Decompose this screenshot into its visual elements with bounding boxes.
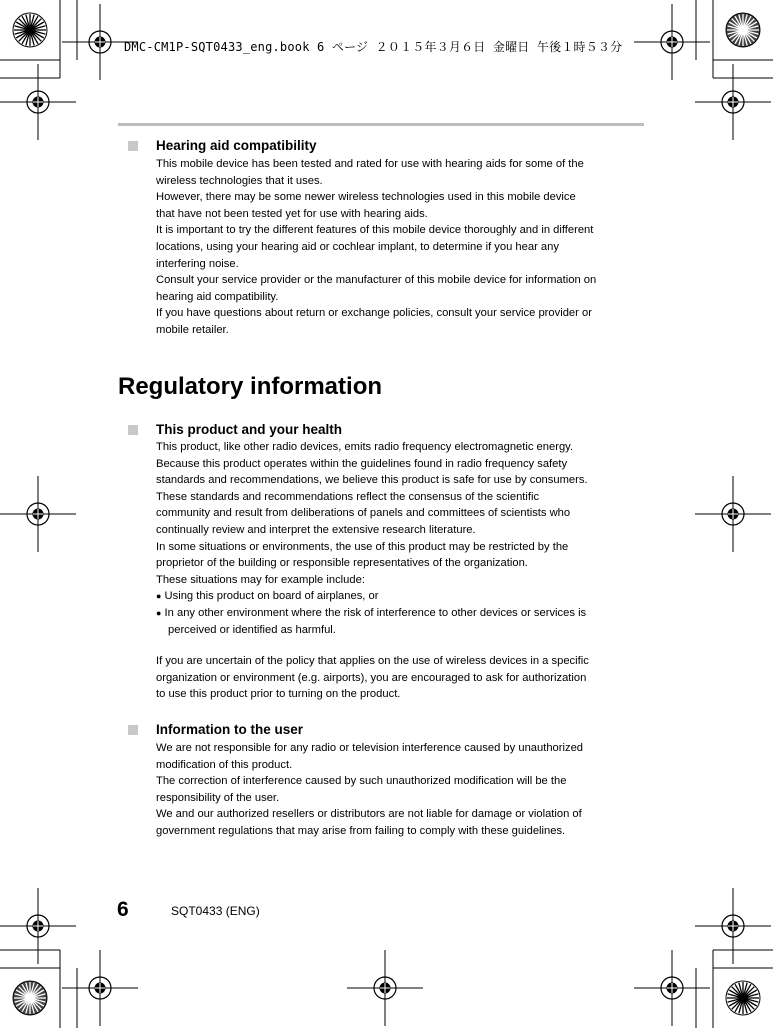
page-title: Regulatory information [118, 373, 383, 400]
registration-target-icon [634, 4, 710, 80]
registration-target-icon [0, 888, 76, 964]
registration-target-icon [62, 4, 138, 80]
sunburst-mark-br [726, 981, 760, 1015]
health-body: This product, like other radio devices, emits radio frequency electromagnetic energy. Because this product operates within the guidelines found in radio frequency safety standards and recommendations, we believe this product is safe for use by consumers. These standards and recommendations reflect the consensus of the scientific community and result from deliberations of panels and committees of scientists who continually review and interpret the extensive research literature. In some situations or environments, the use of this product may be restricted by the proprietor of the building or responsible representatives of the organization. These situations may for example include: ● Using this product on board of airplanes, or ● In any other environment where the risk of interference to other devices or services is perceived or identified as harmful. [156, 441, 588, 636]
user-info-body: We are not responsible for any radio or television interference caused by unauthorized modification of this product. The correction of interference caused by such unauthorized modification will be the responsibility of the user. We and our authorized resellers or distributors are not liable for damage or violation of government regulations that may arise from failing to comply with these guidelines. [156, 742, 584, 837]
sunburst-mark-tl [13, 13, 47, 47]
registration-target-icon [695, 64, 771, 140]
print-header: DMC-CM1P-SQT0433_eng.book 6 ページ ２０１５年３月６日 金曜日 午後１時５３分 [124, 40, 623, 54]
hearing-body: This mobile device has been tested and rated for use with hearing aids for some of the wireless technologies that it uses. However, there may be some newer wireless technologies used in this mobile device that have not been tested yet for use with hearing aids. It is important to try the different features of this mobile device thoroughly and in different locations, using your hearing aid or cochlear implant, to determine if you hear any interfering noise. Consult your service provider or the manufacturer of this mobile device for information on hearing aid compatibility. If you have questions about return or exchange policies, consult your service provider or mobile retailer. [156, 158, 597, 336]
registration-target-icon [695, 888, 771, 964]
user-info-heading: Information to the user [156, 722, 304, 737]
section-square-icon [128, 425, 138, 435]
registration-target-icon [0, 476, 76, 552]
section-square-icon [128, 141, 138, 151]
bullet-item: ● Using this product on board of airplanes, or [156, 590, 379, 603]
bullet-icon: ● [156, 607, 162, 618]
health-para2: If you are uncertain of the policy that applies on the use of wireless devices in a specific organization or environment (e.g. airports), you are encouraged to ask for authorization to use this product prior to turning on the product. [156, 655, 589, 701]
sunburst-mark-bl [13, 981, 47, 1015]
document-code: SQT0433 (ENG) [171, 904, 260, 918]
top-rule [118, 123, 644, 126]
registration-target-icon [0, 64, 76, 140]
registration-target-icon [695, 476, 771, 552]
sunburst-mark-tr [726, 13, 760, 47]
bullet-icon: ● [156, 591, 162, 602]
registration-target-icon [347, 950, 423, 1026]
registration-target-icon [634, 950, 710, 1026]
registration-target-icon [62, 950, 138, 1026]
hearing-heading: Hearing aid compatibility [156, 138, 317, 153]
bullet-item: ● In any other environment where the risk of interference to other devices or services is [156, 606, 587, 619]
page-number: 6 [117, 898, 129, 921]
section-square-icon [128, 725, 138, 735]
health-heading: This product and your health [156, 422, 343, 437]
